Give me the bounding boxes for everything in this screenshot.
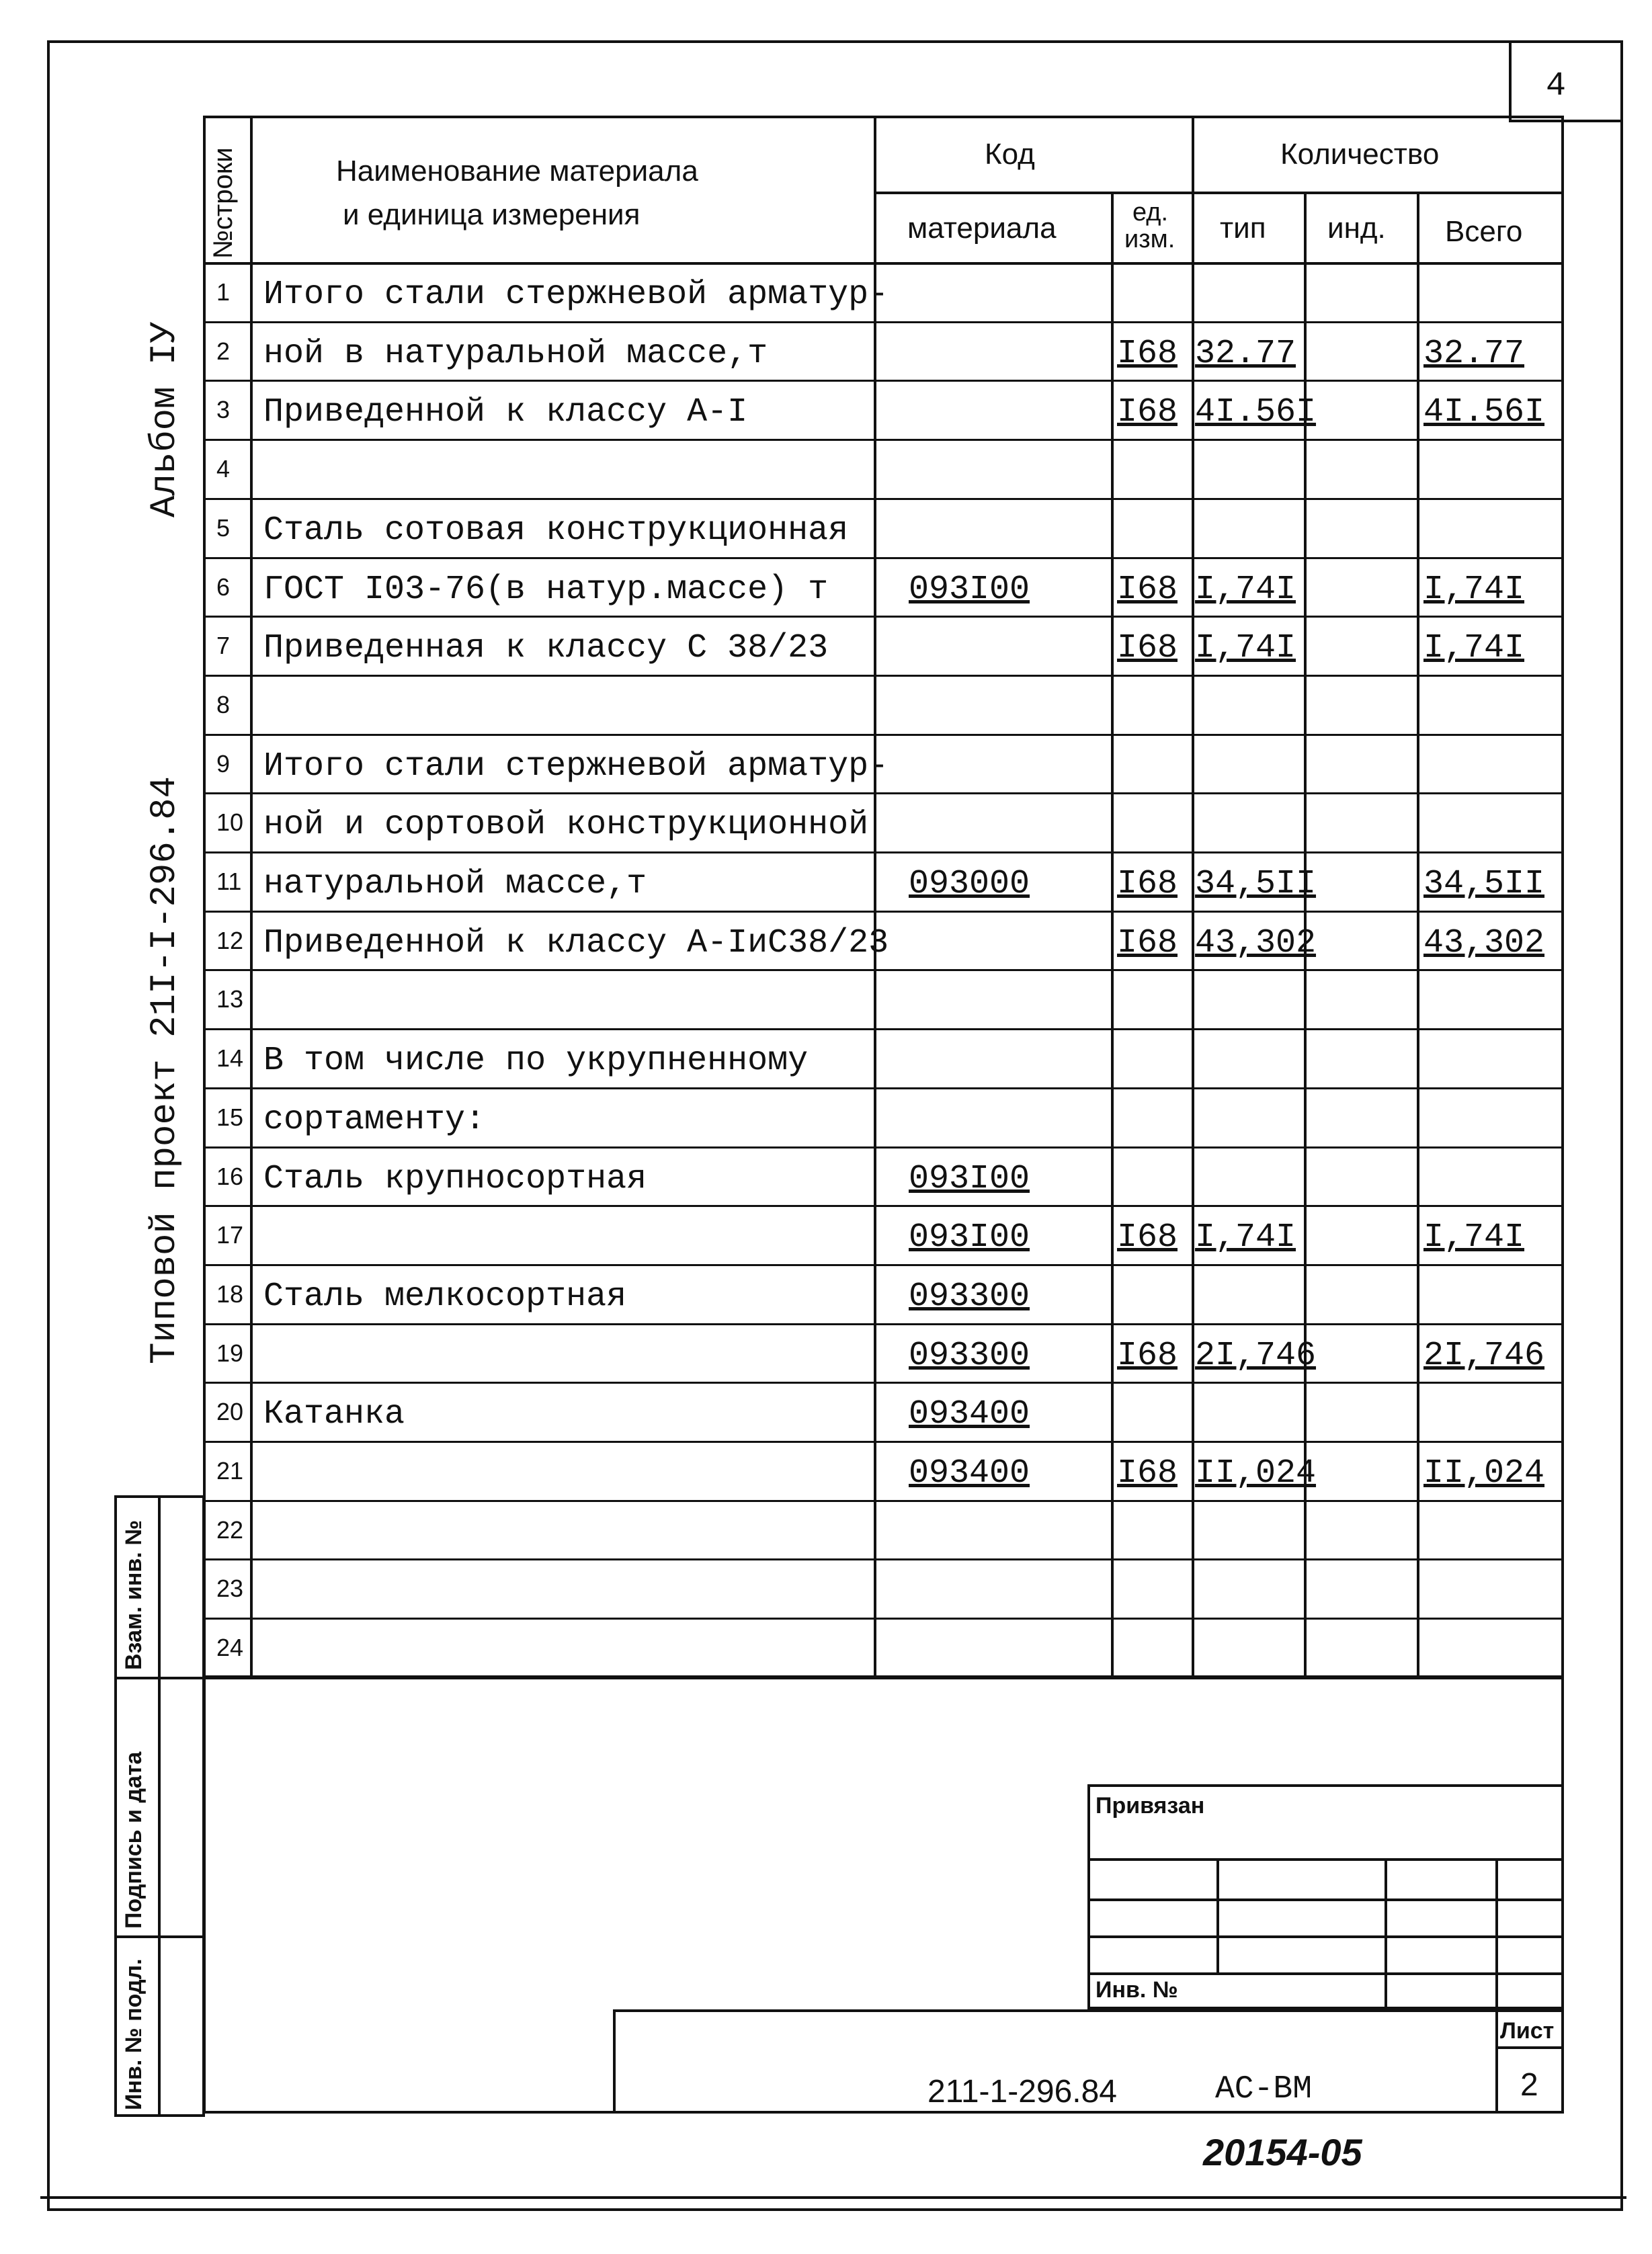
row-material-code: 093I00 <box>909 1218 1030 1257</box>
row-number: 17 <box>216 1221 244 1249</box>
row-qty-total: 34,5II <box>1423 865 1545 903</box>
binding-rule <box>1087 1898 1564 1901</box>
row-divider <box>203 851 1564 853</box>
col-divider <box>874 116 876 1678</box>
header-total: Всего <box>1445 215 1523 248</box>
bound-to-label: Привязан <box>1096 1793 1205 1819</box>
row-qty-total: I,74I <box>1423 571 1525 609</box>
row-qty-type: I,74I <box>1195 571 1296 609</box>
sheet-number: 2 <box>1520 2067 1538 2103</box>
header-name-2: и единица измерения <box>343 198 641 231</box>
row-number: 13 <box>216 985 244 1013</box>
col-divider <box>1111 192 1114 1678</box>
row-material-code: 093000 <box>909 865 1030 903</box>
row-material-code: 093300 <box>909 1278 1030 1316</box>
row-divider <box>203 675 1564 677</box>
row-qty-total: 43,302 <box>1423 924 1545 962</box>
header-unit-1: ед. <box>1132 198 1169 226</box>
header-type: тип <box>1220 212 1266 245</box>
inv-no-label: Инв. № <box>1096 1977 1178 2003</box>
row-unit-code: I68 <box>1117 865 1178 903</box>
row-number: 4 <box>216 455 231 483</box>
row-divider <box>203 1028 1564 1030</box>
page-number: 4 <box>1546 67 1567 106</box>
row-material-name: Приведенной к классу А-I <box>263 393 748 431</box>
row-unit-code: I68 <box>1117 629 1178 667</box>
row-qty-type: 34,5II <box>1195 865 1317 903</box>
header-unit-2: изм. <box>1124 225 1175 253</box>
row-divider <box>203 439 1564 441</box>
row-material-name: сортаменту: <box>263 1101 486 1139</box>
row-number: 21 <box>216 1457 244 1485</box>
row-material-code: 093400 <box>909 1395 1030 1433</box>
row-qty-type: 43,302 <box>1195 924 1317 962</box>
row-material-name: Приведенной к классу А-IиС38/23 <box>263 924 889 962</box>
row-number: 6 <box>216 573 231 601</box>
row-number: 20 <box>216 1398 244 1425</box>
designation: 211-1-296.84 <box>927 2074 1117 2110</box>
row-divider <box>203 1558 1564 1560</box>
header-mid-rule <box>874 192 1564 194</box>
row-qty-type: I,74I <box>1195 1218 1296 1257</box>
row-material-name: В том числе по укрупненному <box>263 1042 809 1080</box>
row-divider <box>203 498 1564 500</box>
row-qty-total: I,74I <box>1423 629 1525 667</box>
row-qty-type: 2I,746 <box>1195 1337 1317 1375</box>
row-number: 5 <box>216 514 231 542</box>
row-number: 12 <box>216 927 244 954</box>
row-divider <box>203 616 1564 618</box>
row-qty-total: I,74I <box>1423 1218 1525 1257</box>
row-divider <box>203 911 1564 913</box>
row-divider <box>203 1382 1564 1384</box>
binding-divider <box>1385 1858 1387 2009</box>
header-ind: инд. <box>1327 212 1386 245</box>
row-unit-code: I68 <box>1117 1454 1178 1493</box>
row-unit-code: I68 <box>1117 924 1178 962</box>
row-material-name: Приведенная к классу С 38/23 <box>263 629 829 667</box>
row-number: 11 <box>216 868 242 895</box>
sheet-rule <box>1495 2046 1564 2049</box>
binding-rule <box>1087 1972 1564 1975</box>
row-qty-type: 4I.56I <box>1195 393 1317 431</box>
row-qty-type: II,024 <box>1195 1454 1317 1493</box>
row-number: 1 <box>216 278 231 306</box>
row-material-code: 093400 <box>909 1454 1030 1493</box>
row-material-code: 093I00 <box>909 1160 1030 1198</box>
sheet-label: Лист <box>1500 2018 1555 2044</box>
row-material-name: ной и сортовой конструкционной <box>263 806 869 844</box>
row-number: 15 <box>216 1103 244 1131</box>
row-divider <box>203 1618 1564 1620</box>
row-material-name: Катанка <box>263 1395 405 1433</box>
row-divider <box>203 1264 1564 1266</box>
row-divider <box>203 321 1564 323</box>
row-qty-total: II,024 <box>1423 1454 1545 1493</box>
row-qty-type: 32.77 <box>1195 335 1296 373</box>
row-material-name: Итого стали стержневой арматур- <box>263 276 889 314</box>
header-code: Код <box>985 138 1035 171</box>
bottom-rule <box>40 2196 1626 2199</box>
album-label: Альбом IУ <box>144 321 185 517</box>
row-unit-code: I68 <box>1117 1218 1178 1257</box>
col-divider <box>1192 116 1194 1678</box>
row-number: 14 <box>216 1044 244 1072</box>
row-divider <box>203 380 1564 382</box>
row-unit-code: I68 <box>1117 571 1178 609</box>
row-qty-total: 32.77 <box>1423 335 1525 373</box>
row-material-name: Сталь мелкосортная <box>263 1278 627 1316</box>
header-material: материала <box>907 212 1057 245</box>
row-unit-code: I68 <box>1117 393 1178 431</box>
row-number: 19 <box>216 1339 244 1367</box>
row-divider <box>203 1205 1564 1207</box>
row-number: 18 <box>216 1280 244 1308</box>
row-number: 16 <box>216 1163 244 1190</box>
row-qty-type: I,74I <box>1195 629 1296 667</box>
binding-rule <box>1087 1858 1564 1861</box>
row-number: 22 <box>216 1516 244 1544</box>
row-divider <box>203 1500 1564 1502</box>
row-number: 3 <box>216 396 231 423</box>
stamp-label-inventory: Инв. № подл. <box>121 1958 147 2110</box>
row-divider <box>203 734 1564 736</box>
stamp-label-replace: Взам. инв. № <box>121 1519 147 1670</box>
row-divider <box>203 792 1564 794</box>
header-name-1: Наименование материала <box>336 155 698 187</box>
row-divider <box>203 969 1564 971</box>
project-label: Типовой проект 21I-I-296.84 <box>144 776 185 1364</box>
row-unit-code: I68 <box>1117 1337 1178 1375</box>
row-material-name: Сталь крупносортная <box>263 1160 647 1198</box>
row-number: 24 <box>216 1634 244 1661</box>
col-divider <box>250 116 253 1678</box>
row-material-name: натуральной массе,т <box>263 865 647 903</box>
document-mark: АС-ВМ <box>1215 2071 1313 2107</box>
row-number: 2 <box>216 337 231 365</box>
row-unit-code: I68 <box>1117 335 1178 373</box>
row-material-name: ГОСТ I03-76(в натур.массе) т <box>263 571 829 609</box>
header-bottom-rule <box>203 262 1564 265</box>
row-divider <box>203 557 1564 559</box>
row-qty-total: 4I.56I <box>1423 393 1545 431</box>
header-line-no: №строки <box>208 147 238 259</box>
row-number: 7 <box>216 632 231 659</box>
row-divider <box>203 1323 1564 1325</box>
binding-rule <box>1087 1935 1564 1938</box>
row-material-name: ной в натуральной массе,т <box>263 335 768 373</box>
row-divider <box>203 1087 1564 1089</box>
row-divider <box>203 1146 1564 1149</box>
stamp-label-signature: Подпись и дата <box>121 1751 147 1929</box>
row-material-code: 093I00 <box>909 571 1030 609</box>
row-divider <box>203 1441 1564 1443</box>
row-number: 8 <box>216 691 231 718</box>
col-divider <box>1417 192 1419 1678</box>
row-qty-total: 2I,746 <box>1423 1337 1545 1375</box>
handwritten-number: 20154-05 <box>1203 2131 1362 2173</box>
row-material-name: Сталь сотовая конструкционная <box>263 511 849 550</box>
stamp-divider <box>158 1495 161 2117</box>
row-number: 23 <box>216 1575 244 1602</box>
row-material-code: 093300 <box>909 1337 1030 1375</box>
row-material-name: Итого стали стержневой арматур- <box>263 747 889 786</box>
binding-divider <box>1216 1858 1219 1972</box>
header-qty: Количество <box>1280 138 1440 171</box>
row-number: 10 <box>216 808 244 836</box>
row-number: 9 <box>216 750 231 778</box>
